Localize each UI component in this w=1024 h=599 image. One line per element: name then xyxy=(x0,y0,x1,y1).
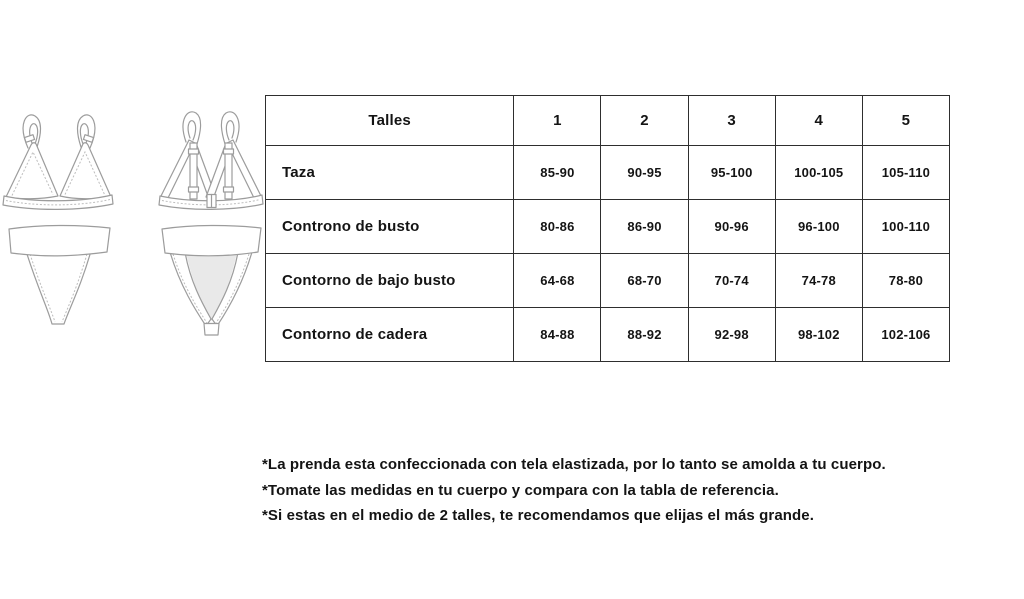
cell-value: 74-78 xyxy=(775,254,862,308)
cell-value: 96-100 xyxy=(775,200,862,254)
row-label: Contorno de bajo busto xyxy=(266,254,514,308)
cell-value: 68-70 xyxy=(601,254,688,308)
size-table-header-row xyxy=(266,96,950,146)
cell-value: 70-74 xyxy=(688,254,775,308)
cell-value: 64-68 xyxy=(514,254,601,308)
row-label: Contorno de cadera xyxy=(266,308,514,362)
cell-value: 92-98 xyxy=(688,308,775,362)
cell-value: 80-86 xyxy=(514,200,601,254)
size-column-5: 5 xyxy=(862,96,949,146)
size-column-1: 1 xyxy=(514,96,601,146)
cell-value: 102-106 xyxy=(862,308,949,362)
cell-value: 105-110 xyxy=(862,146,949,200)
bikini-back-illustration xyxy=(159,112,263,335)
footnote-measure-body: *Tomate las medidas en tu cuerpo y compara con la tabla de referencia. xyxy=(262,481,779,499)
size-column-2: 2 xyxy=(601,96,688,146)
cell-value: 86-90 xyxy=(601,200,688,254)
cell-value: 84-88 xyxy=(514,308,601,362)
bikini-front-illustration xyxy=(3,115,113,324)
cell-value: 95-100 xyxy=(688,146,775,200)
size-table xyxy=(265,95,950,362)
cell-value: 98-102 xyxy=(775,308,862,362)
cell-value: 100-105 xyxy=(775,146,862,200)
table-row-contorno-busto xyxy=(266,200,950,254)
row-label: Taza xyxy=(266,146,514,200)
table-row-contorno-bajo-busto xyxy=(266,254,950,308)
bikini-illustrations xyxy=(0,103,272,348)
size-table-title: Talles xyxy=(266,96,514,146)
size-column-4: 4 xyxy=(775,96,862,146)
table-row-taza xyxy=(266,146,950,200)
row-label: Controno de busto xyxy=(266,200,514,254)
cell-value: 90-96 xyxy=(688,200,775,254)
footnote-elastic-fabric: *La prenda esta confeccionada con tela elastizada, por lo tanto se amolda a tu cuerpo. xyxy=(262,456,886,473)
footnote-between-sizes: *Si estas en el medio de 2 talles, te recomendamos que elijas el más grande. xyxy=(262,507,814,525)
size-column-3: 3 xyxy=(688,96,775,146)
cell-value: 90-95 xyxy=(601,146,688,200)
table-row-contorno-cadera xyxy=(266,308,950,362)
cell-value: 85-90 xyxy=(514,146,601,200)
cell-value: 88-92 xyxy=(601,308,688,362)
cell-value: 78-80 xyxy=(862,254,949,308)
footnotes xyxy=(262,452,886,529)
cell-value: 100-110 xyxy=(862,200,949,254)
